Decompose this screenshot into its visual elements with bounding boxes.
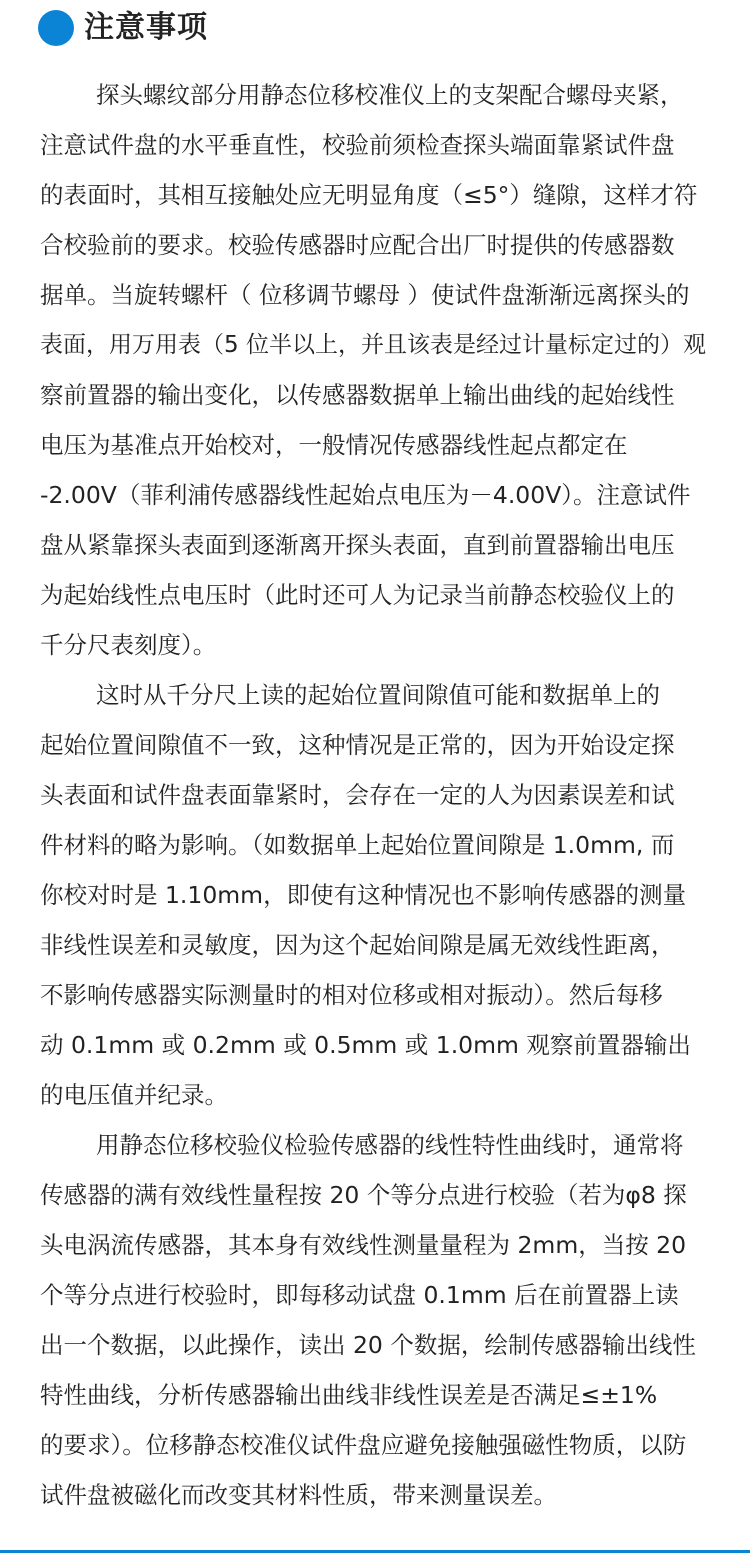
text-line: 盘从紧靠探头表面到逐渐离开探头表面，直到前置器输出电压 xyxy=(40,531,675,559)
text-line: 特性曲线，分析传感器输出曲线非线性误差是否满足≤±1% xyxy=(40,1381,658,1409)
bullet-dot-icon xyxy=(38,10,74,46)
paragraph-3 xyxy=(40,1120,712,1520)
text-line: 为起始线性点电压时（此时还可人为记录当前静态校验仪上的 xyxy=(40,581,675,609)
text-line: 表面，用万用表（5 位半以上，并且该表是经过计量标定过的）观 xyxy=(40,332,706,358)
text-line: 千分尺表刻度）。 xyxy=(40,631,217,659)
text-line: 注意试件盘的水平垂直性，校验前须检查探头端面靠紧试件盘 xyxy=(40,131,675,159)
text-line: 这时从千分尺上读的起始位置间隙值可能和数据单上的 xyxy=(96,681,660,709)
text-line: 探头螺纹部分用静态位移校准仪上的支架配合螺母夹紧， xyxy=(96,81,684,109)
text-line: 个等分点进行校验时，即每移动试盘 0.1mm 后在前置器上读 xyxy=(40,1281,679,1309)
text-line: 用静态位移校验仪检验传感器的线性特性曲线时，通常将 xyxy=(96,1131,684,1159)
text-line: 出一个数据，以此操作，读出 20 个数据，绘制传感器输出线性 xyxy=(40,1331,696,1359)
text-line: 的电压值并纪录。 xyxy=(40,1081,228,1109)
article-body xyxy=(40,70,712,1520)
text-line: 头电涡流传感器，其本身有效线性测量量程为 2mm，当按 20 xyxy=(40,1231,687,1259)
section-header xyxy=(38,8,208,48)
text-line: 传感器的满有效线性量程按 20 个等分点进行校验（若为φ8 探 xyxy=(40,1181,687,1209)
text-line: 你校对时是 1.10mm，即使有这种情况也不影响传感器的测量 xyxy=(40,881,687,909)
text-line: 头表面和试件盘表面靠紧时，会存在一定的人为因素误差和试 xyxy=(40,781,675,809)
text-line: 动 0.1mm 或 0.2mm 或 0.5mm 或 1.0mm 观察前置器输出 xyxy=(40,1031,691,1059)
text-line: 试件盘被磁化而改变其材料性质，带来测量误差。 xyxy=(40,1481,557,1509)
text-line: 合校验前的要求。校验传感器时应配合出厂时提供的传感器数 xyxy=(40,231,675,259)
text-line: 察前置器的输出变化，以传感器数据单上输出曲线的起始线性 xyxy=(40,381,675,409)
text-line: 不影响传感器实际测量时的相对位移或相对振动）。然后每移 xyxy=(40,981,663,1009)
text-line: 起始位置间隙值不一致，这种情况是正常的，因为开始设定探 xyxy=(40,731,675,759)
text-line: 非线性误差和灵敏度，因为这个起始间隙是属无效线性距离， xyxy=(40,931,675,959)
text-line: -2.00V（菲利浦传感器线性起始点电压为－4.00V）。注意试件 xyxy=(40,481,691,509)
text-line: 电压为基准点开始校对，一般情况传感器线性起点都定在 xyxy=(40,431,628,459)
text-line: 据单。当旋转螺杆（ 位移调节螺母 ）使试件盘渐渐远离探头的 xyxy=(40,281,690,309)
text-line: 件材料的略为影响。（如数据单上起始位置间隙是 1.0mm, 而 xyxy=(40,831,675,859)
paragraph-1 xyxy=(40,70,712,670)
section-title: 注意事项 xyxy=(84,10,208,45)
text-line: 的表面时，其相互接触处应无明显角度（≤5°）缝隙，这样才符 xyxy=(40,181,698,209)
paragraph-2 xyxy=(40,670,712,1120)
bottom-divider xyxy=(0,1550,750,1553)
text-line: 的要求）。位移静态校准仪试件盘应避免接触强磁性物质，以防 xyxy=(40,1431,687,1459)
